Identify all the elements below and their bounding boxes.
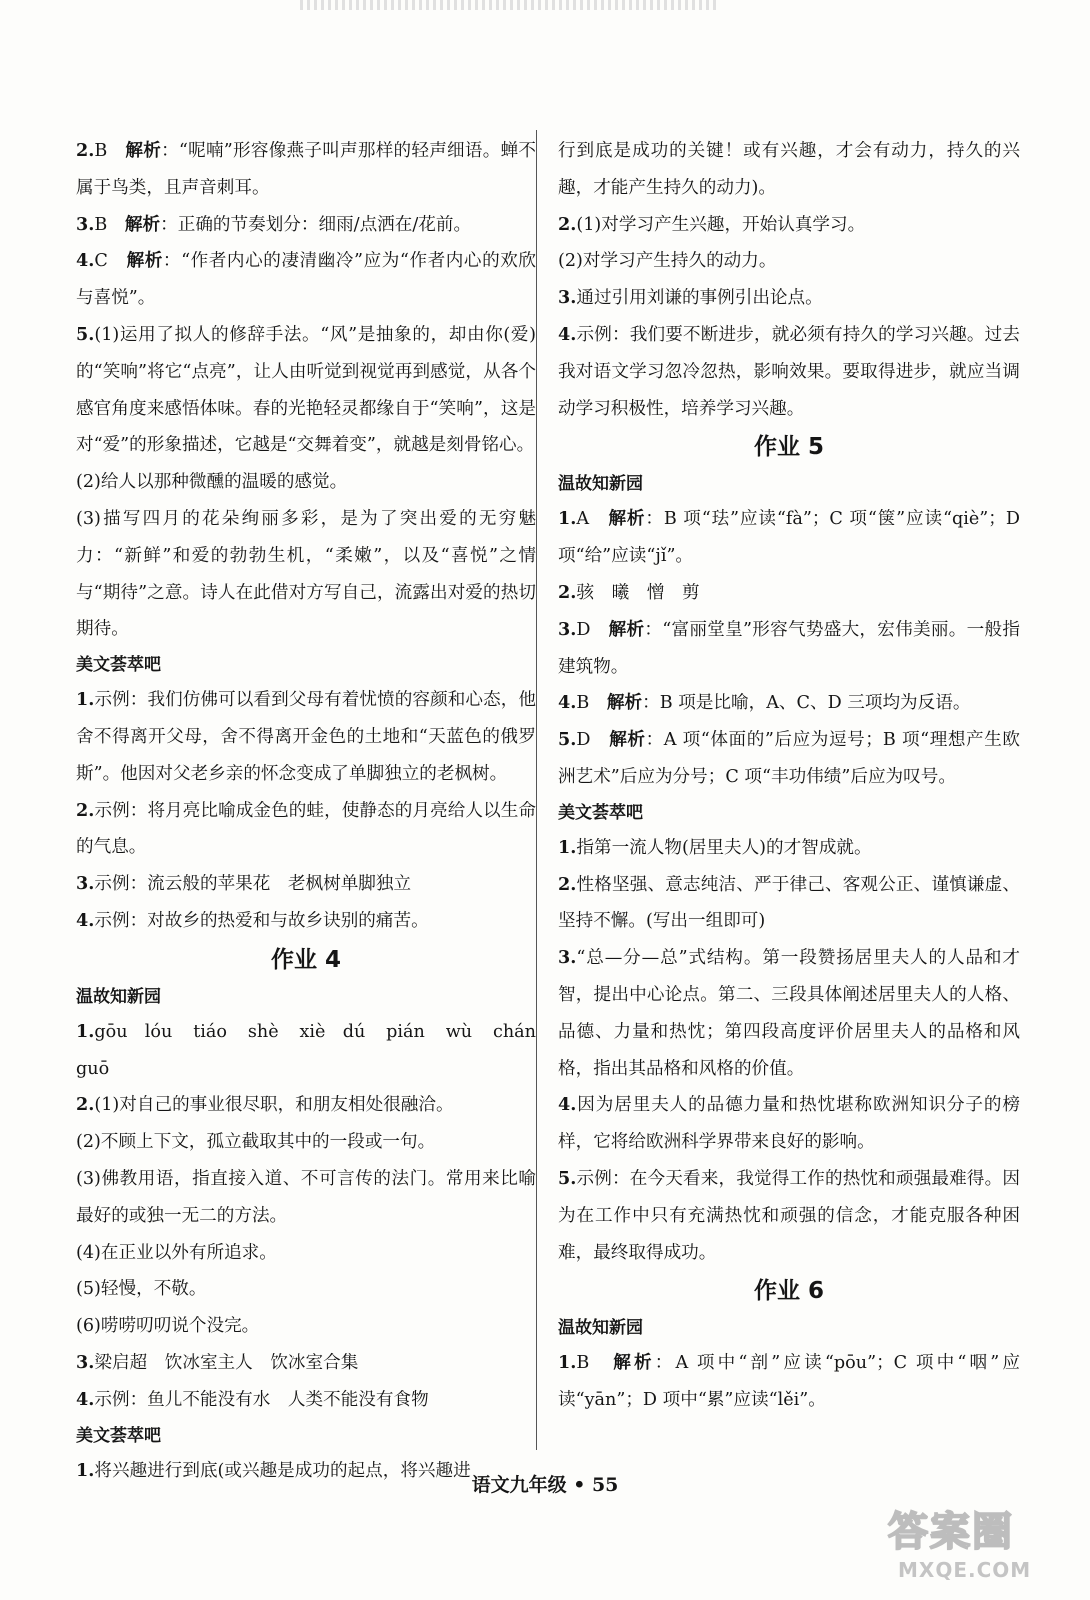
hw5-item-1: 1.A 解析：B 项“珐”应读“fà”；C 项“箧”应读“qiè”；D 项“给”应读“jǐ”。 xyxy=(558,508,1020,567)
meiwen-item-2: 2.示例：将月亮比喻成金色的蛙，使静态的月亮给人以生命的气息。 xyxy=(76,799,536,858)
meiwen4-item-3: 3.通过引用刘谦的事例引出论点。 xyxy=(558,287,823,309)
answer-item-4: 4.C 解析：“作者内心的凄清幽冷”应为“作者内心的欢欣与喜悦”。 xyxy=(76,250,536,309)
meiwen5-item-1: 1.指第一流人物(居里夫人)的才智成就。 xyxy=(558,836,872,858)
column-divider xyxy=(536,130,537,1450)
meiwen5-item-4: 4.因为居里夫人的品德力量和热忱堪称欧洲知识分子的榜样，它将给欧洲科学界带来良好的影响。 xyxy=(558,1094,1020,1153)
section-heading-meiwen: 美文荟萃吧 xyxy=(558,802,643,823)
meiwen-item-4: 4.示例：对故乡的热爱和与故乡诀别的痛苦。 xyxy=(76,909,429,931)
meiwen5-item-2: 2.性格坚强、意志纯洁、严于律己、客观公正、谨慎谦虚、坚持不懈。(写出一组即可) xyxy=(558,873,1020,932)
hw5-item-4: 4.B 解析：B 项是比喻，A、C、D 三项均为反语。 xyxy=(558,692,971,714)
meiwen4-item-2-2: (2)对学习产生持久的动力。 xyxy=(558,251,777,272)
hw4-item-2-1: 2.(1)对自己的事业很尽职，和朋友相处很融洽。 xyxy=(76,1094,454,1116)
hw4-item-3: 3.梁启超 饮冰室主人 饮冰室合集 xyxy=(76,1351,359,1373)
hw5-item-2: 2.骇 曦 憎 剪 xyxy=(558,581,700,603)
meiwen5-item-3: 3.“总—分—总”式结构。第一段赞扬居里夫人的人品和才智，提出中心论点。第二、三段具体阐述居里夫人的人格、品德、力量和热忱；第四段高度评价居里夫人的品格和风格，指出其品格和风格的价值。 xyxy=(558,947,1020,1079)
section-heading-wengu: 温故知新园 xyxy=(76,986,161,1007)
answer-item-5-1: 5.(1)运用了拟人的修辞手法。“风”是抽象的，却由你(爱)的“笑响”将它“点亮”，让人由听觉到视觉再到感觉，从各个感官角度来感悟体味。春的光艳轻灵都缘自于“笑响”，这是对“爱”的形象描述，它越是“交舞着变”，就越是刻骨铭心。 xyxy=(76,323,536,456)
meiwen4-item-4: 4.示例：我们要不断进步，就必须有持久的学习兴趣。过去我对语文学习忽冷忽热，影响效果。要取得进步，就应当调动学习积极性，培养学习兴趣。 xyxy=(558,323,1020,419)
homework-4-title: 作业 4 xyxy=(270,946,341,973)
right-column xyxy=(558,133,1020,1419)
watermark-title: 答案圈 xyxy=(888,1509,1014,1555)
answer-item-5-2: (2)给人以那种微醺的温暖的感觉。 xyxy=(76,472,348,493)
answer-item-5-3: (3)描写四月的花朵绚丽多彩，是为了突出爱的无穷魅力：“新鲜”和爱的勃勃生机，“柔嫩”，以及“喜悦”之情与“期待”之意。诗人在此借对方写自己，流露出对爱的热切期待。 xyxy=(76,508,536,640)
meiwen4-item-1-continued: 行到底是成功的关键！或有兴趣，才会有动力，持久的兴趣，才能产生持久的动力)。 xyxy=(558,141,1020,198)
homework-5-title: 作业 5 xyxy=(753,434,824,461)
hw4-item-1: 1.gōu lóu tiáo shè xiè dú pián wù chán guō xyxy=(76,1020,554,1079)
homework-6-title: 作业 6 xyxy=(753,1278,824,1305)
page-footer: 语文九年级 • 55 xyxy=(471,1474,619,1496)
hw4-item-2-4: (4)在正业以外有所追求。 xyxy=(76,1242,277,1263)
hw4-item-2-2: (2)不顾上下文，孤立截取其中的一段或一句。 xyxy=(76,1132,436,1153)
meiwen4-item-2-1: 2.(1)对学习产生兴趣，开始认真学习。 xyxy=(558,213,866,235)
section-heading-meiwen: 美文荟萃吧 xyxy=(76,1425,161,1446)
meiwen-item-1: 1.示例：我们仿佛可以看到父母有着忧愤的容颜和心态，他舍不得离开父母，舍不得离开金色的土地和“天蓝色的俄罗斯”。他因对父老乡亲的怀念变成了单脚独立的老枫树。 xyxy=(76,689,536,784)
hw5-item-3: 3.D 解析：“富丽堂皇”形容气势盛大，宏伟美丽。一般指建筑物。 xyxy=(558,618,1020,677)
section-heading-wengu: 温故知新园 xyxy=(558,1318,643,1339)
hw4-item-2-3: (3)佛教用语，指直接入道、不可言传的法门。常用来比喻最好的或独一无二的方法。 xyxy=(76,1168,536,1226)
left-column xyxy=(76,133,554,1489)
scan-top-edge xyxy=(300,0,720,10)
hw5-item-5: 5.D 解析：A 项“体面的”后应为逗号；B 项“理想产生欧洲艺术”后应为分号；C 项“丰功伟绩”后应为叹号。 xyxy=(558,729,1020,787)
hw4-item-2-6: (6)唠唠叨叨说个没完。 xyxy=(76,1316,260,1337)
answer-item-3: 3.B 解析：正确的节奏划分：细雨/点洒在/花前。 xyxy=(76,213,472,235)
watermark-url: MXQE.COM xyxy=(898,1558,1032,1582)
hw4-item-2-5: (5)轻慢，不敬。 xyxy=(76,1279,207,1300)
meiwen5-item-5: 5.示例：在今天看来，我觉得工作的热忱和顽强最难得。因为在工作中只有充满热忱和顽强的信念，才能克服各种困难，最终取得成功。 xyxy=(558,1167,1020,1263)
section-heading-wengu: 温故知新园 xyxy=(558,474,643,495)
hw4-item-4: 4.示例：鱼儿不能没有水 人类不能没有食物 xyxy=(76,1388,429,1410)
meiwen4-item-1: 1.将兴趣进行到底(或兴趣是成功的起点，将兴趣进 xyxy=(76,1459,471,1481)
watermark-logo xyxy=(880,1500,1070,1590)
meiwen-item-3: 3.示例：流云般的苹果花 老枫树单脚独立 xyxy=(76,873,412,895)
answer-item-2: 2.B 解析：“呢喃”形容像燕子叫声那样的轻声细语。蝉不属于鸟类，且声音刺耳。 xyxy=(76,140,536,198)
section-heading-meiwen: 美文荟萃吧 xyxy=(76,655,161,676)
hw6-item-1: 1.B 解析：A 项中“剖”应读“pōu”；C 项中“咽”应读“yān”；D 项中“累”应读“lěi”。 xyxy=(558,1352,1020,1411)
